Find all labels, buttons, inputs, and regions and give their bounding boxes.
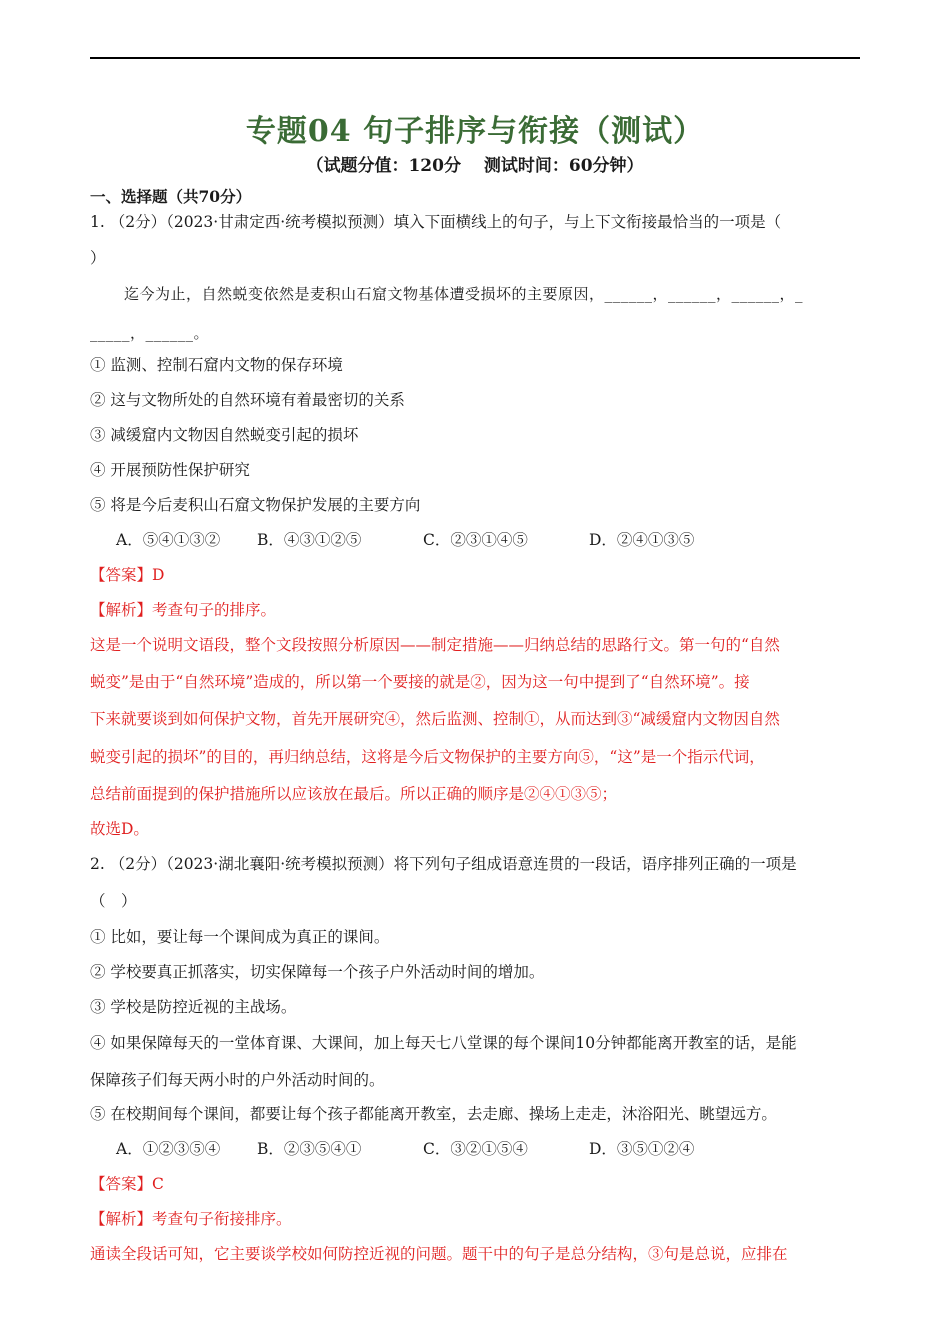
q2-item-4-cont: 保障孩子们每天两小时的户外活动时间的。 [90, 1071, 385, 1089]
header-rule [90, 57, 860, 59]
q2-stem-cont: （ ） [90, 892, 137, 910]
q2-item-5: ⑤ 在校期间每个课间，都要让每个孩子都能离开教室，去走廊、操场上走走，沐浴阳光、眺望远方。 [90, 1105, 777, 1123]
q1-analysis-line-1: 这是一个说明文语段，整个文段按照分析原因——制定措施——归纳总结的思路行文。第一句的“自然 [90, 636, 780, 654]
q1-answer-value: D [152, 566, 165, 584]
q1-analysis-line-3: 下来就要谈到如何保护文物，首先开展研究④，然后监测、控制①，从而达到③“减缓窟内文物因自然 [90, 710, 780, 728]
q1-item-4: ④ 开展预防性保护研究 [90, 461, 250, 479]
q2-option-b: B．②③⑤④① [257, 1140, 362, 1158]
q2-item-1: ① 比如，要让每一个课间成为真正的课间。 [90, 928, 390, 946]
q1-passage: 迄今为止，自然蜕变依然是麦积山石窟文物基体遭受损坏的主要原因，______，______，______，_ [124, 285, 804, 303]
q1-analysis-head: 考查句子的排序。 [152, 601, 277, 619]
q1-option-b: B．④③①②⑤ [257, 531, 362, 549]
q2-answer [90, 1172, 164, 1194]
q2-option-c: C．③②①⑤④ [423, 1140, 528, 1158]
page-title: 专题04 句子排序与衔接（测试） [245, 114, 705, 149]
q1-analysis-line-2: 蜕变”是由于“自然环境”造成的，所以第一个要接的就是②，因为这一句中提到了“自然环境”。接 [90, 673, 750, 691]
q1-stem-cont: ） [90, 249, 106, 267]
q1-item-1: ① 监测、控制石窟内文物的保存环境 [90, 356, 343, 374]
q1-analysis-label: 【解析】 [90, 601, 153, 619]
q1-analysis-line-4: 蜕变引起的损坏”的目的，再归纳总结，这将是今后文物保护的主要方向⑤，“这”是一个指示代词， [90, 748, 765, 766]
q1-option-c: C．②③①④⑤ [423, 531, 528, 549]
q1-option-a: A．⑤④①③② [116, 531, 221, 549]
q2-item-2: ② 学校要真正抓落实，切实保障每一个孩子户外活动时间的增加。 [90, 963, 545, 981]
q2-analysis [90, 1207, 292, 1229]
q1-answer-label: 【答案】 [90, 566, 153, 584]
q1-item-5: ⑤ 将是今后麦积山石窟文物保护发展的主要方向 [90, 496, 421, 514]
q2-option-a: A．①②③⑤④ [116, 1140, 221, 1158]
q1-passage-cont: _____，______。 [90, 324, 210, 342]
q1-analysis-line-5: 总结前面提到的保护措施所以应该放在最后。所以正确的顺序是②④①③⑤； [90, 785, 618, 803]
q2-item-4: ④ 如果保障每天的一堂体育课、大课间，加上每天七八堂课的每个课间10分钟都能离开教室的话，是能 [90, 1034, 797, 1052]
q2-analysis-line-1: 通读全段话可知，它主要谈学校如何防控近视的问题。题干中的句子是总分结构，③句是总说，应排在 [90, 1245, 788, 1263]
q1-option-d: D．②④①③⑤ [589, 531, 695, 549]
q1-stem: 1. （2分）（2023·甘肃定西·统考模拟预测）填入下面横线上的句子，与上下文衔接最恰当的一项是（ [90, 213, 782, 231]
q2-answer-label: 【答案】 [90, 1175, 153, 1193]
page-subtitle: （试题分值：120分 测试时间：60分钟） [306, 156, 644, 176]
q1-analysis [90, 598, 276, 620]
q2-option-d: D．③⑤①②④ [589, 1140, 695, 1158]
q2-answer-value: C [152, 1175, 164, 1193]
q1-answer [90, 563, 164, 585]
q1-analysis-line-6: 故选D。 [90, 820, 149, 838]
q2-analysis-label: 【解析】 [90, 1210, 153, 1228]
section-heading: 一、选择题（共70分） [90, 187, 252, 206]
q2-stem: 2. （2分）（2023·湖北襄阳·统考模拟预测）将下列句子组成语意连贯的一段话，语序排列正确的一项是 [90, 855, 797, 873]
q2-analysis-head: 考查句子衔接排序。 [152, 1210, 292, 1228]
q1-item-2: ② 这与文物所处的自然环境有着最密切的关系 [90, 391, 405, 409]
q1-item-3: ③ 减缓窟内文物因自然蜕变引起的损坏 [90, 426, 359, 444]
q2-item-3: ③ 学校是防控近视的主战场。 [90, 998, 297, 1016]
